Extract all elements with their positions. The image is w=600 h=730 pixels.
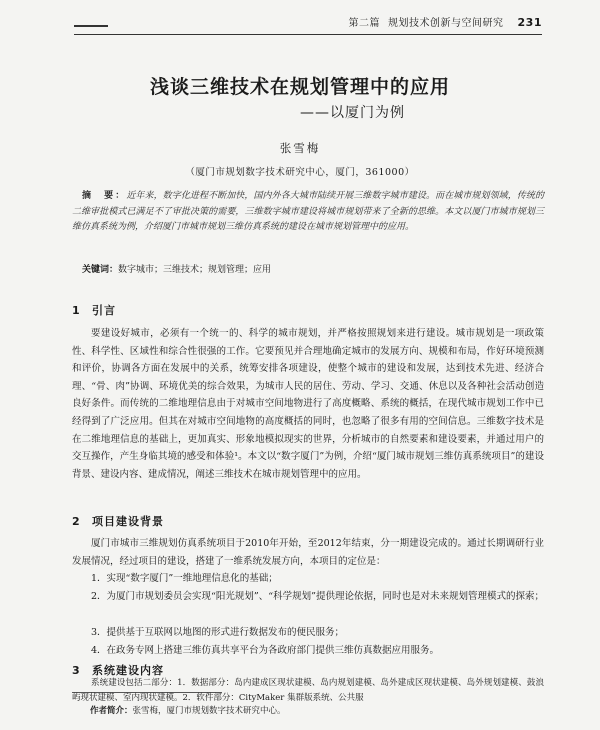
running-head-rule	[74, 25, 108, 27]
list-item: 4．在政务专网上搭建三维仿真共享平台为各政府部门提供三维仿真数据应用服务。	[91, 645, 440, 656]
abstract-label: 摘 要：	[82, 191, 127, 201]
running-head-title: 规划技术创新与空间研究	[388, 18, 504, 29]
section-2-paragraph: 厦门市城市三维规划仿真系统项目于2010年开始，至2012年结束，分一期建设完成的。通过长期调研行业发展情况，经过项目的建设，搭建了一维系统发展方向，本项目的定位是：	[72, 538, 544, 567]
section-heading-2	[72, 513, 164, 529]
keywords-text: 数字城市；三维技术；规划管理；应用	[118, 265, 272, 275]
section-title: 引言	[92, 304, 116, 317]
list-item: 1．实现“数字厦门”一维地理信息化的基础；	[91, 573, 278, 584]
section-number: 1	[72, 304, 81, 317]
running-head	[74, 12, 542, 35]
article-title: 浅谈三维技术在规划管理中的应用	[149, 76, 450, 98]
page-number: 231	[517, 16, 542, 29]
section-title: 项目建设背景	[92, 515, 164, 528]
keywords	[82, 263, 542, 278]
footnote-text: 张雪梅，厦门市规划数字技术研究中心。	[132, 706, 286, 716]
article-subtitle: ——以厦门为例	[300, 105, 405, 121]
section-heading-1	[72, 302, 116, 318]
list-item: 3．提供基于互联网以地图的形式进行数据发布的便民服务；	[91, 627, 345, 638]
running-head-part: 第二篇	[348, 18, 381, 29]
section-3-paragraph: 系统建设包括二部分：1．数据部分：岛内建成区现状建模、岛内规划建模、岛外建成区现状建模、岛外规划建模、鼓浪屿现状建模、室内现状建模。2．软件部分：CityMaker 集群版系统、公共服	[72, 678, 544, 703]
author-name: 张雪梅	[279, 141, 321, 155]
list-item: 2．为厦门市规划委员会实现“阳光规划”、“科学规划”提供理论依据，同时也是对未来规划管理模式的探索；	[91, 591, 544, 602]
footnote-label: 作者简介：	[90, 706, 133, 716]
section-title: 系统建设内容	[92, 664, 164, 677]
section-number: 3	[72, 664, 81, 677]
abstract-text: 近年来，数字化进程不断加快，国内外各大城市陆续开展三维数字城市建设。而在城市规划领域，传统的二维审批模式已满足不了审批决策的需要，三维数字城市建设将城市规划带来了全新的思维。本文以厦门市城市规划三维仿真系统为例，介绍厦门市城市规划三维仿真系统的建设在城市规划管理中的应用。	[72, 191, 544, 232]
running-head-text	[349, 14, 542, 29]
section-1-paragraph: 要建设好城市，必须有一个统一的、科学的城市规划，并严格按照规划来进行建设。城市规划是一项政策性、科学性、区域性和综合性很强的工作。它要预见并合理地确定城市的发展方向、规模和布局，作好环境预测和评价，协调各方面在发展中的关系，统筹安排各项建设，使整个城市的建设和发展，达到技术先进、经济合理、“骨、肉”协调、环境优美的综合效果，为城市人民的居住、劳动、学习、交通、休息以及各种社会活动创造良好条件。而传统的二维地理信息由于对城市空间地物进行了高度概略、系统的概括，在现代城市规划工作中已经得到了广泛应用。但其在对城市空间地物的高度概括的同时，也忽略了很多有用的空间信息。三维数字技术是在二维地理信息的基础上，更加真实、形象地模拟现实的世界，分析城市的自然要素和建设要素，并通过用户的交互操作，产生身临其境的感受和体验¹。本文以“数字厦门”为例，介绍“厦门城市规划三维仿真系统项目”的建设背景、建设内容、建成情况，阐述三维技术在城市规划管理中的应用。	[72, 328, 544, 480]
abstract	[72, 189, 544, 236]
section-number: 2	[72, 515, 81, 528]
keywords-label: 关键词：	[82, 265, 119, 275]
author-affiliation: （厦门市规划数字技术研究中心，厦门，361000）	[185, 167, 415, 178]
